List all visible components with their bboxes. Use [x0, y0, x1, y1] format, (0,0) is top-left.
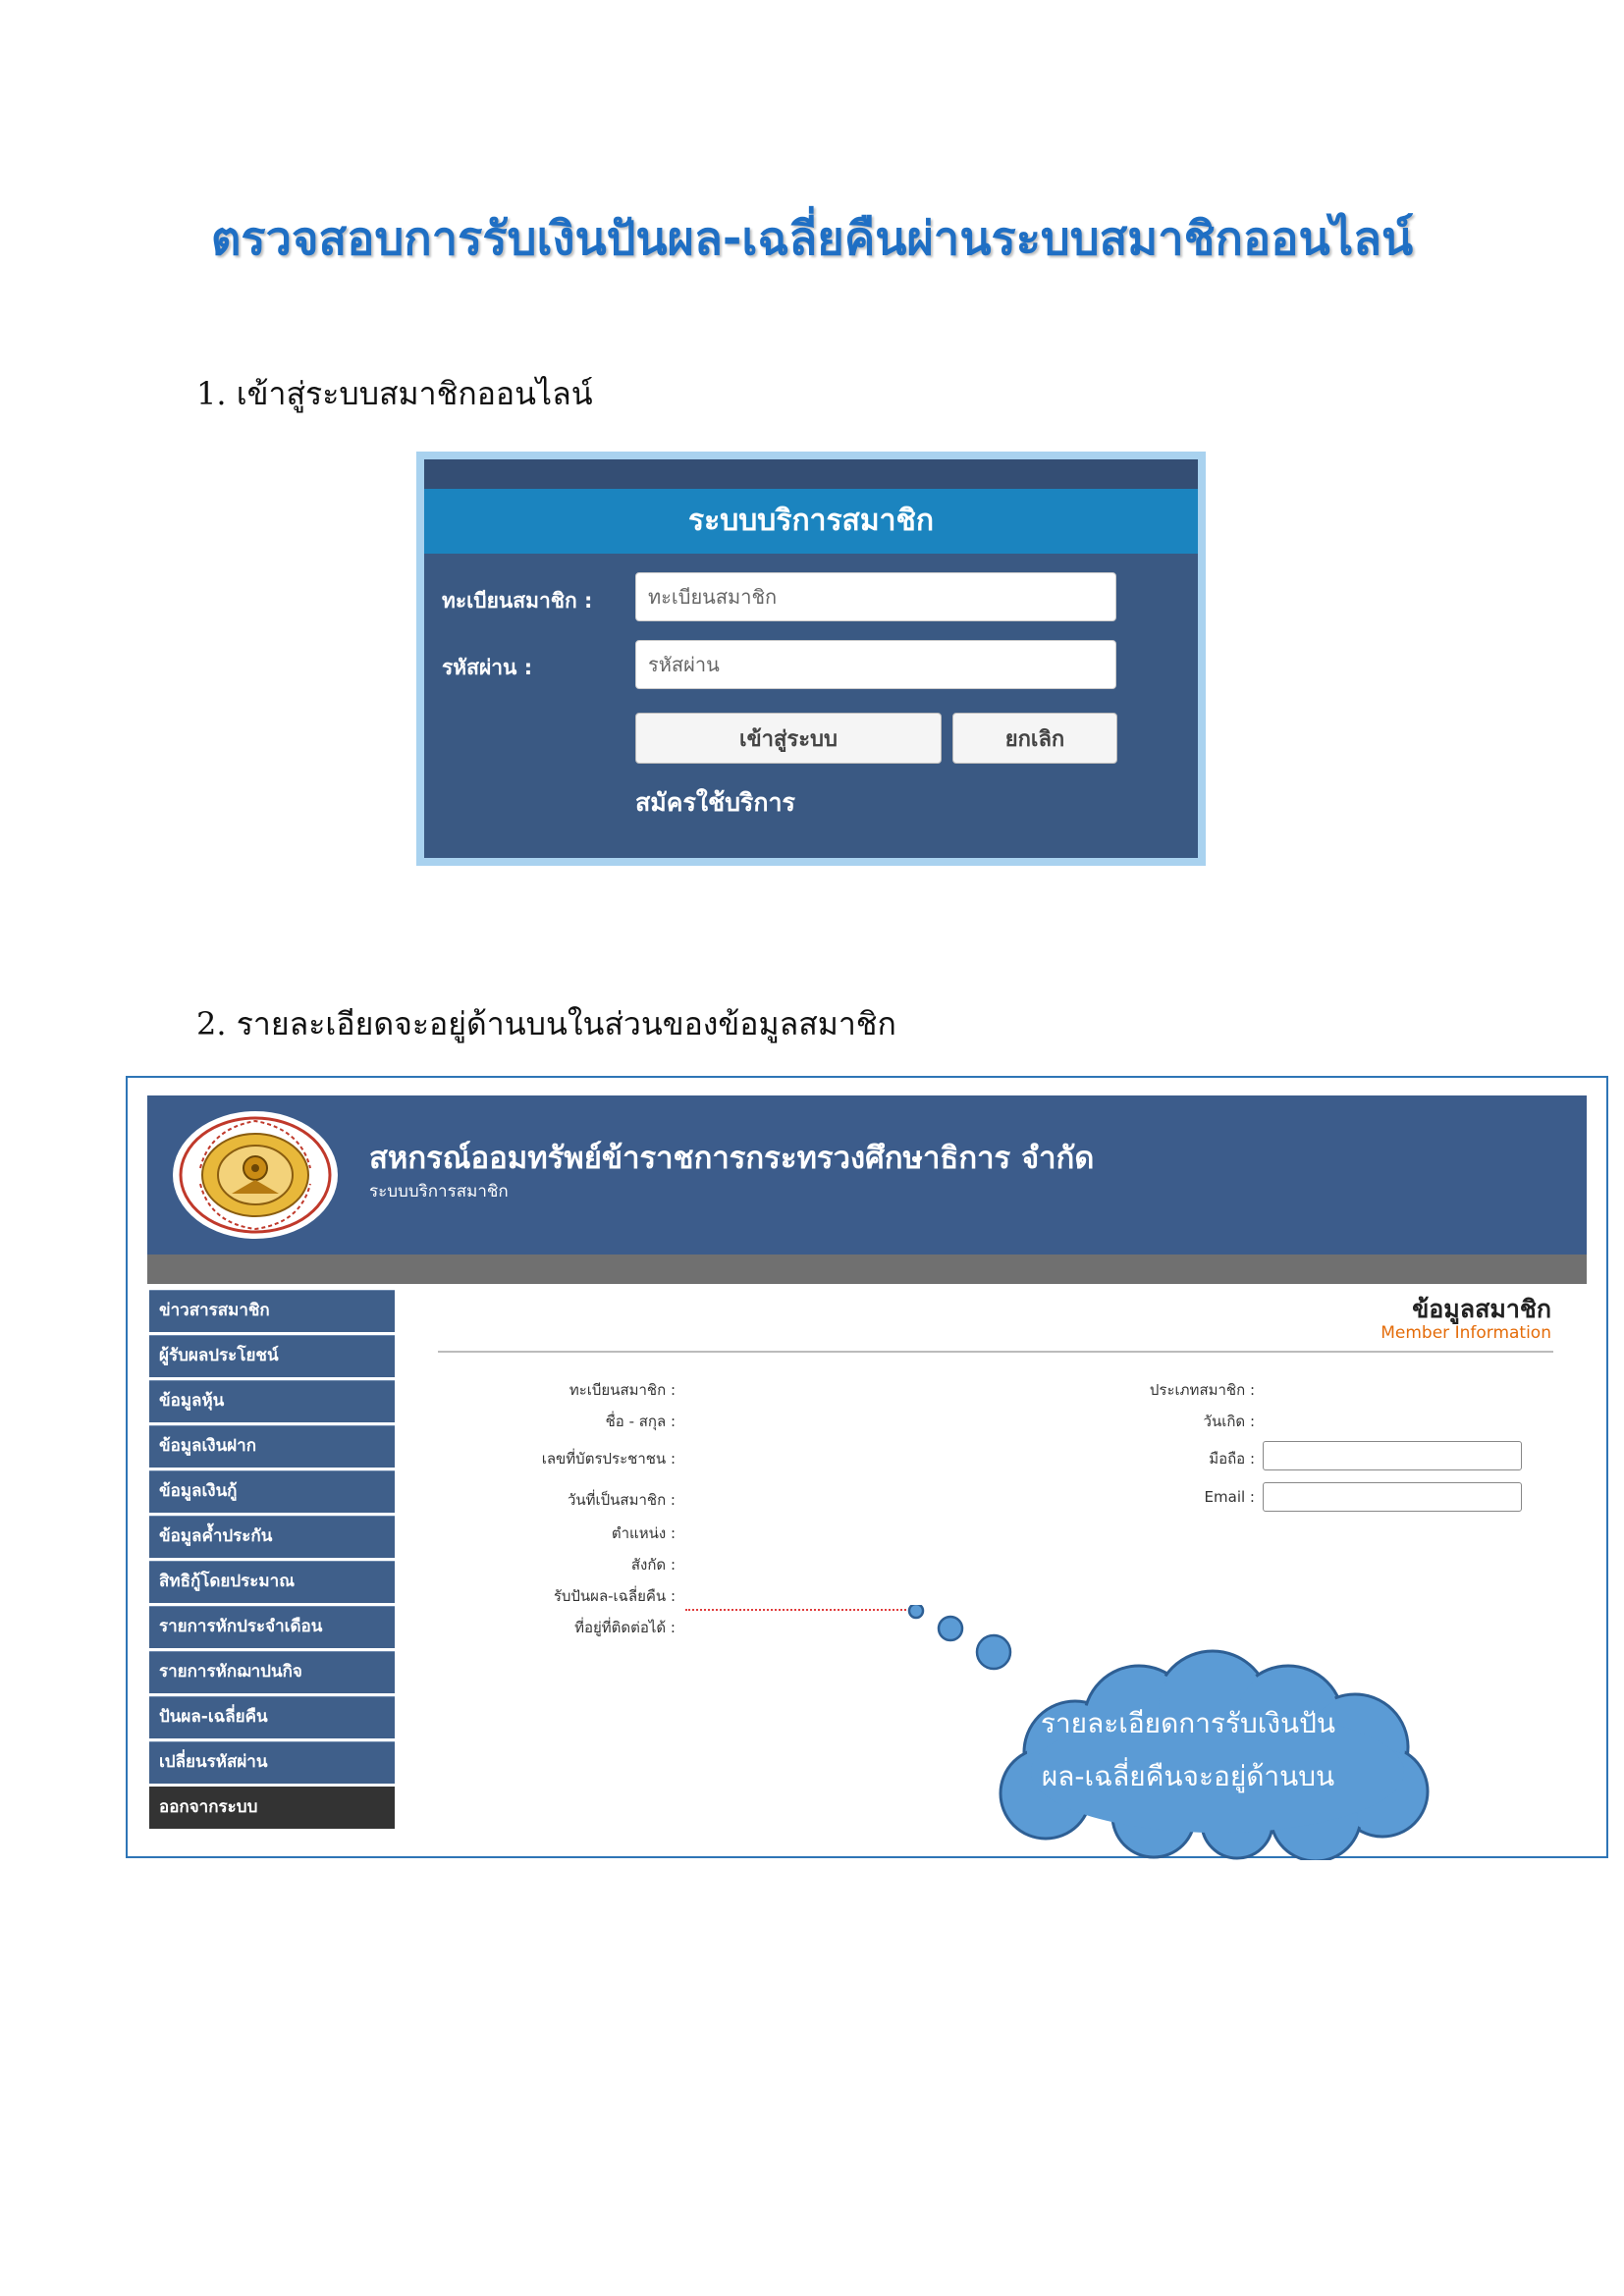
- field-label-address: ที่อยู่ที่ติดต่อได้ :: [574, 1619, 676, 1636]
- app-title: สหกรณ์ออมทรัพย์ข้าราชการกระทรวงศึกษาธิการ จำกัด: [369, 1141, 1095, 1176]
- callout-text-line-2: ผล-เฉลี่ยคืนจะอยู่ด้านบน: [1041, 1760, 1335, 1792]
- divider: [438, 1351, 1553, 1353]
- field-label-dividend: รับปันผล-เฉลี่ยคืน :: [553, 1587, 676, 1605]
- menu-item-deposits[interactable]: ข้อมูลเงินฝาก: [149, 1425, 395, 1468]
- field-label-full-name: ชื่อ - สกุล :: [605, 1413, 676, 1430]
- menu-item-guarantees[interactable]: ข้อมูลค้ำประกัน: [149, 1516, 395, 1558]
- field-label-position: ตำแหน่ง :: [611, 1524, 676, 1542]
- member-id-input[interactable]: [635, 572, 1116, 621]
- callout-pointer-line: [685, 1609, 913, 1611]
- register-link[interactable]: สมัครใช้บริการ: [635, 788, 795, 817]
- member-info-title: ข้อมูลสมาชิก: [1412, 1295, 1551, 1323]
- menu-item-beneficiary[interactable]: ผู้รับผลประโยชน์: [149, 1335, 395, 1377]
- sidebar-menu: [149, 1290, 395, 1832]
- field-label-member-id: ทะเบียนสมาชิก :: [568, 1381, 676, 1399]
- menu-item-news[interactable]: ข่าวสารสมาชิก: [149, 1290, 395, 1332]
- password-input[interactable]: [635, 640, 1116, 689]
- login-panel: [416, 452, 1206, 866]
- menu-item-change-password[interactable]: เปลี่ยนรหัสผ่าน: [149, 1741, 395, 1784]
- step-2-text: 2. รายละเอียดจะอยู่ด้านบนในส่วนของข้อมูลสมาชิก: [196, 1005, 896, 1042]
- cooperative-seal-icon: [171, 1109, 340, 1241]
- menu-item-shares[interactable]: ข้อมูลหุ้น: [149, 1380, 395, 1422]
- password-label: รหัสผ่าน :: [442, 656, 533, 679]
- field-label-email: Email :: [1204, 1488, 1255, 1506]
- menu-item-loan-rights[interactable]: สิทธิกู้โดยประมาณ: [149, 1561, 395, 1603]
- member-app-frame: [126, 1076, 1608, 1858]
- field-label-member-since: วันที่เป็นสมาชิก :: [567, 1491, 676, 1509]
- field-label-mobile: มือถือ :: [1209, 1450, 1255, 1468]
- cancel-button[interactable]: ยกเลิก: [952, 713, 1117, 764]
- field-label-id-card: เลขที่บัตรประชาชน :: [541, 1450, 676, 1468]
- mobile-input[interactable]: [1263, 1441, 1522, 1470]
- menu-item-dividends[interactable]: ปันผล-เฉลี่ยคืน: [149, 1696, 395, 1738]
- field-label-member-type: ประเภทสมาชิก :: [1149, 1381, 1255, 1399]
- menu-item-monthly-deductions[interactable]: รายการหักประจำเดือน: [149, 1606, 395, 1648]
- login-header: ระบบบริการสมาชิก: [424, 489, 1198, 554]
- app-header: [147, 1095, 1587, 1255]
- login-button[interactable]: เข้าสู่ระบบ: [635, 713, 942, 764]
- step-1-text: 1. เข้าสู่ระบบสมาชิกออนไลน์: [196, 375, 593, 412]
- field-label-affiliation: สังกัด :: [630, 1556, 676, 1574]
- app-subtitle: ระบบบริการสมาชิก: [369, 1182, 509, 1201]
- document-title: ตรวจสอบการรับเงินปันผล-เฉลี่ยคืนผ่านระบบสมาชิกออนไลน์: [210, 212, 1414, 266]
- field-label-birth-date: วันเกิด :: [1203, 1413, 1255, 1430]
- email-input[interactable]: [1263, 1482, 1522, 1512]
- app-gray-bar: [147, 1255, 1587, 1284]
- callout-text-line-1: รายละเอียดการรับเงินปัน: [1040, 1707, 1336, 1739]
- menu-item-funeral-deductions[interactable]: รายการหักฌาปนกิจ: [149, 1651, 395, 1693]
- member-id-label: ทะเบียนสมาชิก :: [442, 589, 593, 613]
- login-top-strip: [424, 459, 1198, 489]
- member-info-subtitle: Member Information: [1380, 1323, 1551, 1343]
- menu-item-logout[interactable]: ออกจากระบบ: [149, 1787, 395, 1829]
- menu-item-loans[interactable]: ข้อมูลเงินกู้: [149, 1470, 395, 1513]
